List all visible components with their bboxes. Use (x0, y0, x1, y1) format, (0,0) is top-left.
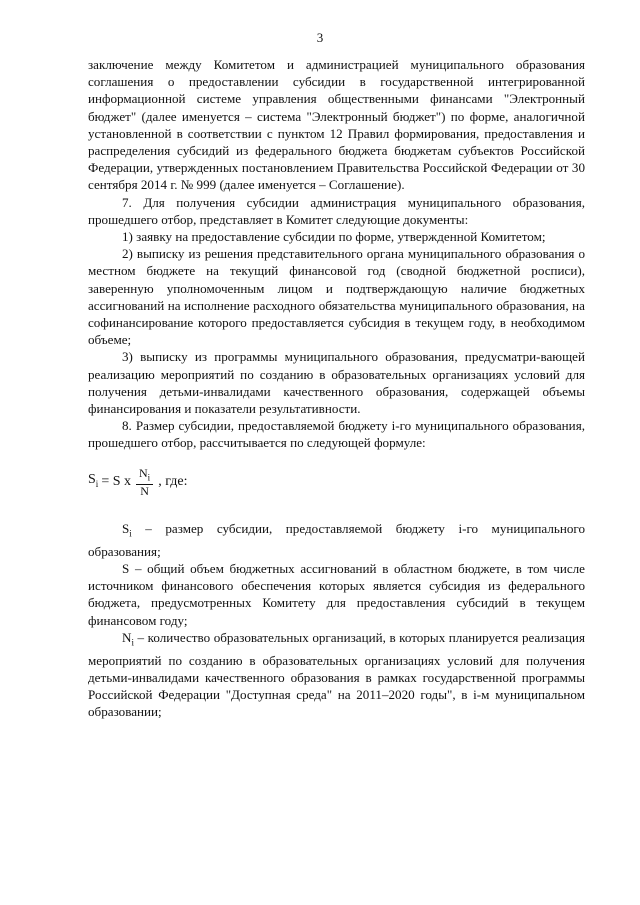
subsidy-formula (88, 467, 585, 498)
formula-tail: , где: (158, 474, 188, 490)
paragraph-item-8: 8. Размер субсидии, предоставляемой бюджету i-го муниципального образования, прошедшего отбор, рассчитывается по следующей формуле: (88, 418, 585, 451)
formula-fraction (136, 467, 153, 498)
document-body (88, 56, 585, 721)
paragraph-item-7-2: 2) выписку из решения представительного органа муниципального образования о местном бюджете на текущий финансовой год (сводной бюджетной росписи), заверенную уполномоченным лицом и подтверждающую наличие бюджетных ассигнований на исполнение расходного обязательства муниципального образования, на софинансирование которого предоставляется субсидия в текущем году, в необходимом объеме; (88, 246, 585, 348)
formula-denominator: N (140, 484, 149, 499)
paragraph-intro: заключение между Комитетом и администрацией муниципального образования соглашения о предоставлении субсидии в государственной интегрированной информационной системе управления общественными финансами "Электронный бюджет" (далее именуется – система "Электронный бюджет") по форме, аналогичной установленной в соответствии с пунктом 12 Правил формирования, предоставления и распределения субсидий из федерального бюджета бюджетам субъектов Российской Федерации, утвержденных постановлением Правительства Российской Федерации от 30 сентября 2014 г. № 999 (далее именуется – Соглашение). (88, 57, 585, 193)
definition-si: $S_i$ – размер субсидии, предоставляемой бюджету i-го муниципального образования; (88, 521, 585, 559)
definition-s: S – общий объем бюджетных ассигнований в областном бюджете, в том числе источником финансового обеспечения которых является субсидия из федерального бюджета, предусмотренных Комитету для предоставления субсидий в текущем финансовом году; (88, 561, 585, 628)
formula-equals: = S x (101, 474, 131, 490)
page-number: 3 (316, 30, 324, 45)
definition-ni: $N_i$ – количество образовательных организаций, в которых планируется реализация мероприятий по созданию в образовательных организациях условий для получения детьми-инвалидами качественного образования в рамках государственной программы Российской Федерации "Доступная среда" на 2011–2020 годы", в i-м муниципальном образовании; (88, 629, 585, 720)
formula-numerator: $N_i$ (136, 467, 153, 485)
formula-lhs: $S_i$ (88, 472, 99, 490)
paragraph-item-7-1: 1) заявку на предоставление субсидии по форме, утвержденной Комитетом; (122, 229, 546, 245)
paragraph-item-7: 7. Для получения субсидии администрация муниципального образования, прошедшего отбор, представляет в Комитет следующие документы: (88, 194, 585, 227)
paragraph-item-7-3: 3) выписку из программы муниципального образования, предусматри-вающей реализацию мероприятий по созданию в образовательных организациях условий для получения детьми-инвалидами качественного образования, содержащей объемы финансирования и показатели результативности. (88, 349, 585, 417)
